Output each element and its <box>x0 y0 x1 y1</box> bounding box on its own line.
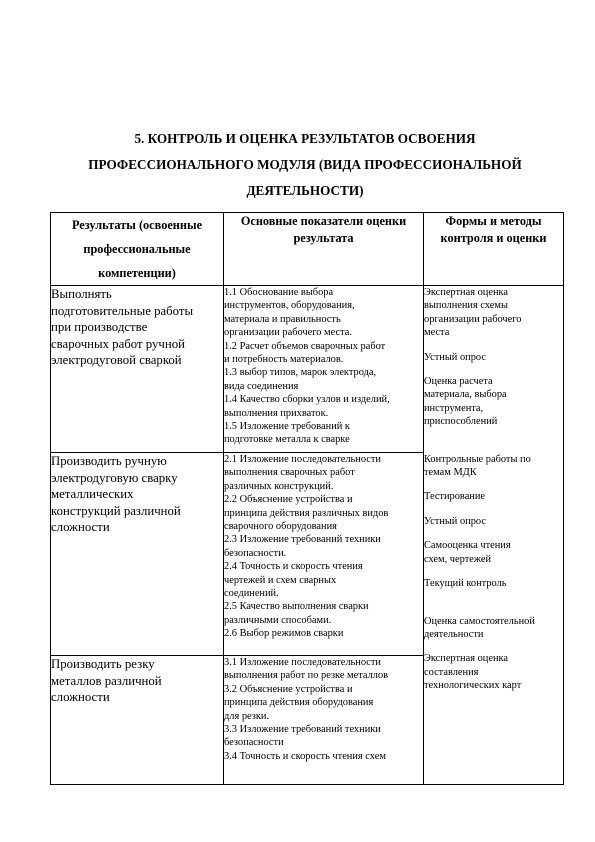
form-line: материала, выбора <box>424 389 507 401</box>
assessment-table <box>50 212 564 785</box>
result-line: сложности <box>51 690 110 704</box>
indicator-line: 3.3 Изложение требований техники <box>224 724 381 736</box>
form-line: приспособлений <box>424 416 498 428</box>
indicator-line: организации рабочего места. <box>224 327 352 339</box>
header-results <box>51 213 224 286</box>
form-line: организации рабочего <box>424 313 522 325</box>
header-line: профессиональные <box>83 242 191 256</box>
indicators-cell <box>224 656 424 785</box>
form-line: Тестирование <box>424 491 486 503</box>
form-line: Контрольные работы по <box>424 453 531 465</box>
header-line: Результаты (освоенные <box>71 218 203 232</box>
header-line: контроля и оценки <box>440 231 547 245</box>
heading-line: 5. КОНТРОЛЬ И ОЦЕНКА РЕЗУЛЬТАТОВ ОСВОЕНИЯ <box>134 131 476 146</box>
result-cell <box>51 656 224 785</box>
indicator-line: 2.4 Точность и скорость чтения <box>224 561 363 573</box>
indicator-line: различных конструкций. <box>224 480 334 492</box>
form-line: схем, чертежей <box>424 553 492 565</box>
form-line: инструмента, <box>424 402 484 414</box>
result-line: металлов различной <box>51 673 162 688</box>
indicator-line: 1.2 Расчет объемов сварочных работ <box>224 340 386 352</box>
result-line: Производить резку <box>51 657 155 671</box>
result-line: конструкций различной <box>51 503 181 518</box>
result-line: сварочных работ ручной <box>51 336 185 351</box>
indicator-line: чертежей и схем сварных <box>224 574 337 586</box>
form-line: места <box>424 327 450 339</box>
section-heading <box>70 126 540 204</box>
result-cell <box>51 453 224 656</box>
result-line: подготовительные работы <box>51 303 194 318</box>
indicator-line: выполнения прихваток. <box>224 407 329 419</box>
header-line: компетенции) <box>98 266 176 280</box>
result-line: сложности <box>51 520 110 534</box>
header-indicators <box>224 213 424 286</box>
indicator-line: выполнения сварочных работ <box>224 467 355 479</box>
indicator-line: вида соединения <box>224 380 299 392</box>
indicator-line: 2.5 Качество выполнения сварки <box>224 601 369 613</box>
indicator-line: для резки. <box>224 710 270 722</box>
result-line: Выполнять <box>51 287 112 301</box>
form-line: Самооценка чтения <box>424 540 511 552</box>
indicator-line: 3.1 Изложение последовательности <box>224 657 381 668</box>
result-line: металлических <box>51 487 134 501</box>
form-line: Экспертная оценка <box>424 287 509 298</box>
indicator-line: 1.5 Изложение требований к <box>224 421 350 433</box>
indicator-line: 2.2 Объяснение устройства и <box>224 494 353 506</box>
indicator-line: и потребность материалов. <box>224 354 344 366</box>
indicator-line: 2.6 Выбор режимов сварки <box>224 628 344 640</box>
form-line: Устный опрос <box>424 515 486 527</box>
result-line: электродуговую сварку <box>51 470 178 485</box>
indicator-line: 1.1 Обоснование выбора <box>224 287 334 298</box>
header-line: Формы и методы <box>445 214 542 228</box>
form-line: темам МДК <box>424 467 477 479</box>
table-header-row <box>51 213 564 286</box>
indicator-line: 3.2 Объяснение устройства и <box>224 683 353 695</box>
heading-line: ПРОФЕССИОНАЛЬНОГО МОДУЛЯ (ВИДА ПРОФЕССИОНАЛЬНОЙ <box>88 157 522 172</box>
indicators-cell <box>224 286 424 453</box>
form-line: Оценка самостоятельной <box>424 615 535 627</box>
indicator-line: подготовке металла к сварке <box>224 434 350 446</box>
indicator-line: 1.4 Качество сборки узлов и изделий, <box>224 394 390 406</box>
indicator-line: принципа действия различных видов <box>224 507 389 519</box>
header-forms <box>424 213 564 286</box>
indicator-line: материала и правильность <box>224 313 341 325</box>
indicator-line: инструментов, оборудования, <box>224 300 355 312</box>
forms-cell <box>424 286 564 785</box>
indicator-line: сварочного оборудования <box>224 521 337 533</box>
result-line: электродуговой сваркой <box>51 353 182 367</box>
result-line: при производстве <box>51 320 148 334</box>
form-line: Экспертная оценка <box>424 653 509 665</box>
form-line: составления <box>424 666 479 678</box>
indicator-line: различными способами. <box>224 614 332 626</box>
form-line: Оценка расчета <box>424 376 493 388</box>
indicators-cell <box>224 453 424 656</box>
form-line: выполнения схемы <box>424 300 508 312</box>
indicator-line: выполнения работ по резке металлов <box>224 670 389 682</box>
form-line: технологических карт <box>424 680 522 692</box>
result-cell <box>51 286 224 453</box>
indicator-line: безопасности. <box>224 547 287 559</box>
indicator-line: принципа действия оборудования <box>224 697 374 709</box>
table-row <box>51 286 564 453</box>
form-line: Устный опрос <box>424 351 486 363</box>
result-line: Производить ручную <box>51 454 167 468</box>
form-line: Текущий контроль <box>424 578 507 590</box>
indicator-line: 3.4 Точность и скорость чтения схем <box>224 750 386 762</box>
header-line: Основные показатели оценки <box>240 214 407 228</box>
indicator-line: 2.1 Изложение последовательности <box>224 454 381 465</box>
indicator-line: соединений. <box>224 588 279 600</box>
indicator-line: 1.3 выбор типов, марок электрода, <box>224 367 377 379</box>
form-line: деятельности <box>424 628 484 640</box>
heading-line: ДЕЯТЕЛЬНОСТИ) <box>246 183 364 198</box>
header-line: результата <box>293 231 354 245</box>
indicator-line: 2.3 Изложение требований техники <box>224 534 381 546</box>
indicator-line: безопасности <box>224 737 284 749</box>
